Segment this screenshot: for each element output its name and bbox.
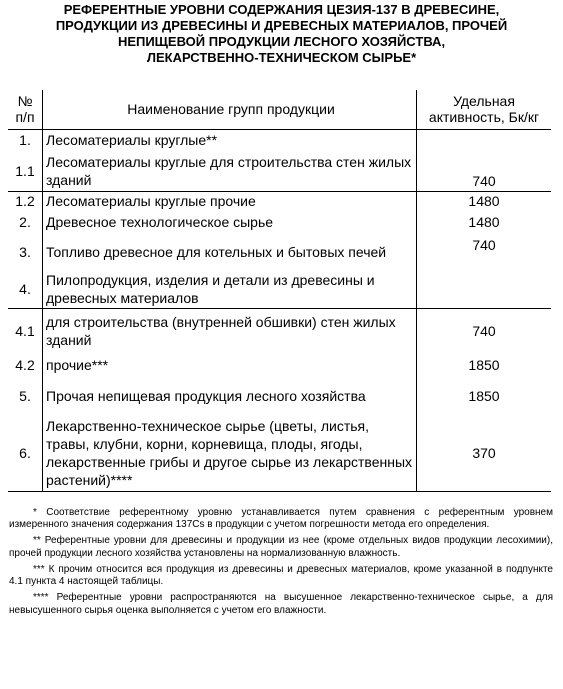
column-header-activity-line2: активность, Бк/кг (428, 109, 540, 126)
title-line: ЛЕКАРСТВЕННО-ТЕХНИЧЕСКОМ СЫРЬЕ* (146, 50, 417, 65)
row-name: Лесоматериалы круглые прочие (43, 191, 417, 211)
row-name: прочие*** (43, 353, 417, 377)
row-value: 740 (472, 172, 496, 189)
row-number: 6. (8, 415, 43, 491)
row-number: 1.2 (8, 191, 43, 211)
row-name: Лесоматериалы круглые** (43, 129, 417, 151)
row-name: Лесоматериалы круглые для строительства стен жилых зданий (43, 151, 417, 191)
row-number: 1. (8, 129, 43, 151)
column-header-number-line1: № (17, 93, 33, 110)
table-row (8, 308, 551, 353)
footnote: *** К прочим относится вся продукция из древесины и древесных материалов, кроме указанной в подпункте 4.1 пункта 4 настоящей таблицы. (9, 563, 553, 588)
table-row (8, 151, 551, 191)
reference-levels-table (8, 90, 551, 492)
row-value: 1850 (468, 388, 500, 404)
table-header-row (8, 90, 551, 129)
table-row (8, 233, 551, 270)
title-line: ПРОДУКЦИИ ИЗ ДРЕВЕСИНЫ И ДРЕВЕСНЫХ МАТЕРИАЛОВ, ПРОЧЕЙ (55, 18, 508, 33)
row-value: 1850 (468, 357, 500, 373)
column-header-name (43, 90, 417, 129)
row-name: Пилопродукция, изделия и детали из древесины и древесных материалов (43, 270, 417, 308)
row-name: Топливо древесное для котельных и бытовых печей (43, 233, 417, 270)
row-name: Древесное технологическое сырье (43, 211, 417, 233)
table-row (8, 415, 551, 491)
row-number: 5. (8, 377, 43, 415)
table-row (8, 353, 551, 377)
title-line: НЕПИЩЕВОЙ ПРОДУКЦИИ ЛЕСНОГО ХОЗЯЙСТВА, (117, 34, 446, 49)
table-row (8, 211, 551, 233)
row-number: 4. (8, 270, 43, 308)
column-header-number (8, 90, 43, 129)
row-value: 740 (472, 237, 496, 253)
footnote: **** Референтные уровни распространяются на высушенное лекарственно-техническое сырье, а для невысушенного сырья оценка выполняется с учетом его влажности. (9, 592, 553, 616)
row-value (417, 129, 552, 151)
footnote: ** Референтные уровни для древесины и продукции из нее (кроме отдельных видов продукции лесохимии), прочей продукции лесного хозяйства установлены на нормализованную влажность. (9, 535, 553, 559)
row-number: 3. (8, 233, 43, 270)
table-row (8, 270, 551, 308)
column-header-activity-line1: Удельная (453, 93, 515, 110)
table-row (8, 377, 551, 415)
row-name: Лекарственно-техническое сырье (цветы, листья, травы, клубни, корни, корневища, плоды, ягоды, лекарственные грибы и другое сырье из лекарственных растений)**** (43, 415, 417, 491)
row-value: 1480 (417, 191, 552, 211)
row-name: Прочая непищевая продукция лесного хозяйства (43, 377, 417, 415)
table-row (8, 129, 551, 151)
column-header-number-line2: п/п (15, 109, 35, 126)
row-name: для строительства (внутренней обшивки) стен жилых зданий (43, 308, 417, 353)
row-number: 2. (8, 211, 43, 233)
table-row (8, 191, 551, 211)
column-header-activity (417, 90, 552, 129)
row-value (417, 270, 552, 308)
row-number: 4.1 (8, 308, 43, 353)
row-value: 370 (417, 415, 552, 491)
footnote: * Соответствие референтному уровню устанавливается путем сравнения с референтным уровнем измеренного значения содержания 137Cs в продукции с учетом погрешности метода его определения. (9, 507, 553, 531)
document-title (0, 2, 563, 66)
column-header-name-text: Наименование групп продукции (127, 101, 335, 118)
footnotes (9, 507, 553, 621)
row-number: 4.2 (8, 353, 43, 377)
title-line: РЕФЕРЕНТНЫЕ УРОВНИ СОДЕРЖАНИЯ ЦЕЗИЯ-137 В ДРЕВЕСИНЕ, (63, 2, 500, 17)
row-value: 740 (417, 308, 552, 353)
row-number: 1.1 (8, 151, 43, 191)
row-value: 1480 (468, 214, 500, 230)
